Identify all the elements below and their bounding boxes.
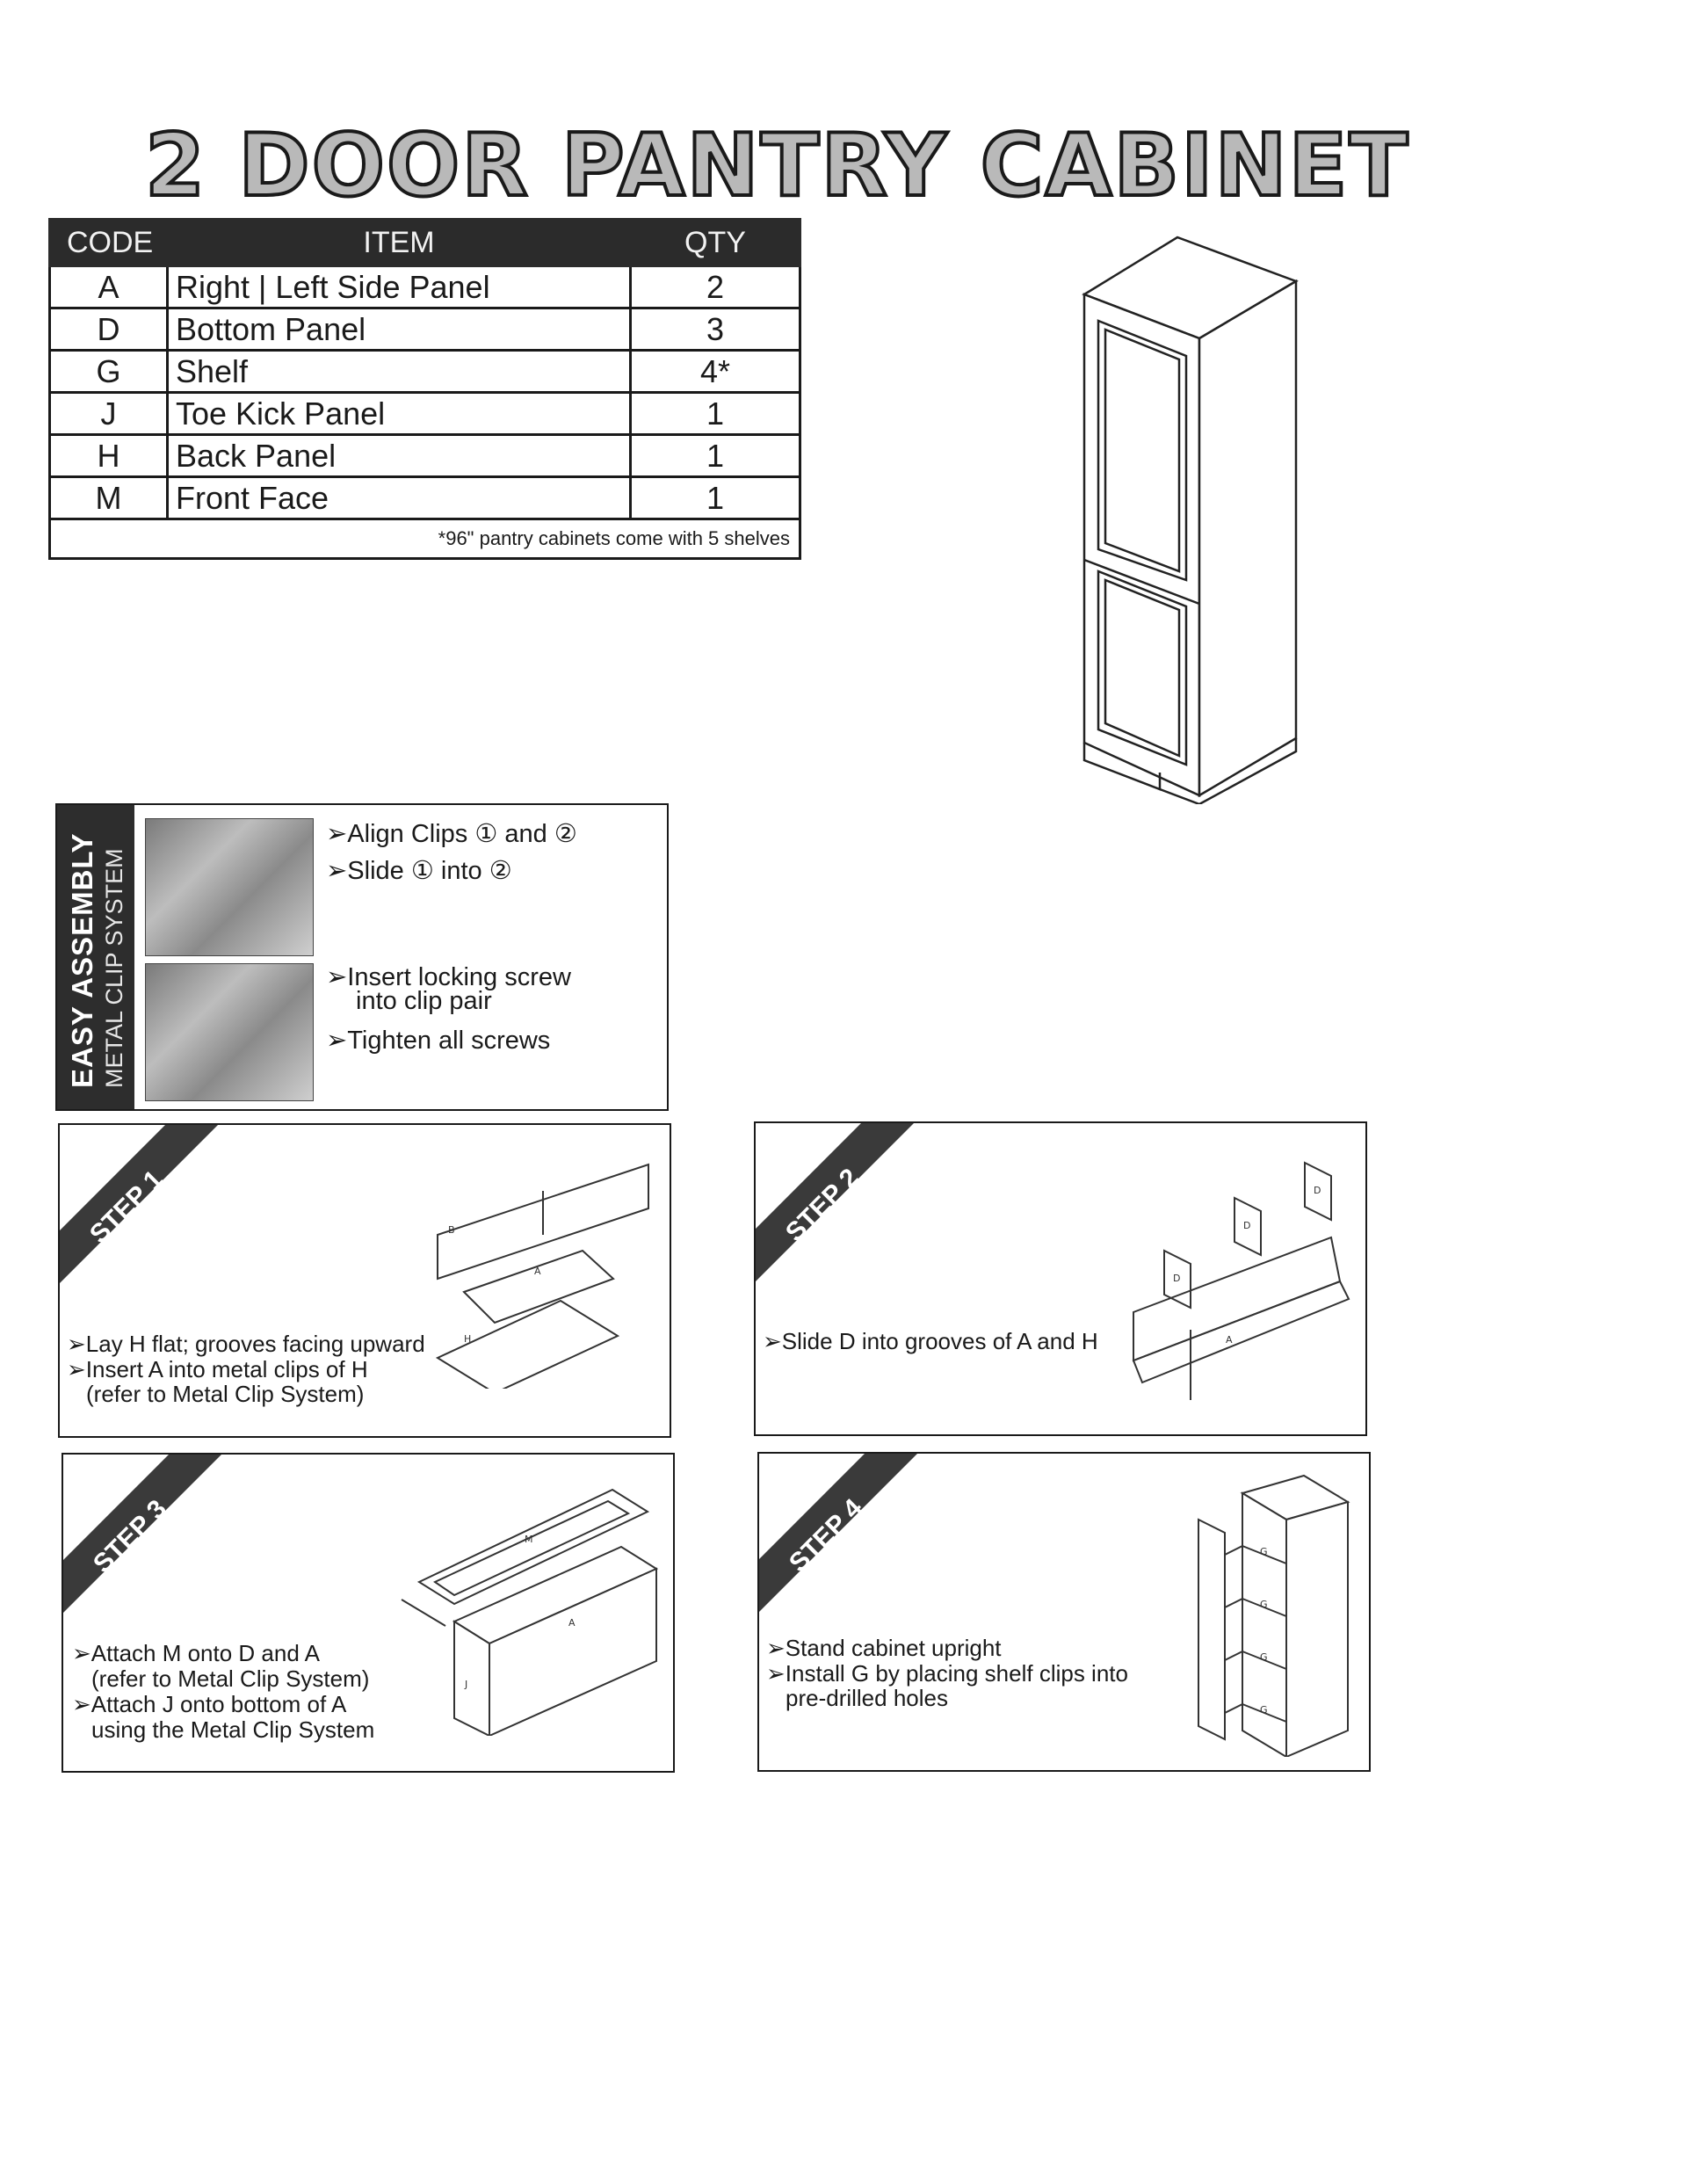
- parts-table: [48, 218, 801, 560]
- step-3-line-3: ➢Attach J onto bottom of A: [72, 1691, 347, 1717]
- part-qty: 1: [631, 393, 800, 435]
- svg-text:D: D: [1243, 1220, 1251, 1231]
- easy-assembly-title: EASY ASSEMBLY: [66, 832, 98, 1088]
- part-code: D: [50, 308, 168, 351]
- table-row: [50, 477, 800, 519]
- clip-photo-1: [145, 818, 314, 956]
- svg-text:G: G: [1260, 1599, 1268, 1610]
- part-qty: 1: [631, 477, 800, 519]
- svg-text:H: H: [464, 1333, 472, 1345]
- step-1-illustration: [429, 1147, 666, 1389]
- svg-text:A: A: [534, 1266, 541, 1277]
- table-note: *96" pantry cabinets come with 5 shelves: [50, 519, 800, 559]
- step-3-line-1: ➢Attach M onto D and A: [72, 1640, 320, 1666]
- part-qty: 1: [631, 435, 800, 477]
- step-1-line-1: ➢Lay H flat; grooves facing upward: [67, 1331, 425, 1357]
- svg-text:G: G: [1260, 1704, 1268, 1716]
- step-3-ribbon: [63, 1455, 239, 1630]
- table-row: [50, 308, 800, 351]
- step-4-line-3: pre-drilled holes: [786, 1685, 948, 1711]
- qty-header: QTY: [631, 220, 800, 266]
- svg-text:M: M: [525, 1534, 533, 1545]
- svg-text:J: J: [465, 1679, 468, 1690]
- page-title: 2 DOOR PANTRY CABINET: [145, 116, 1410, 216]
- part-code: G: [50, 351, 168, 393]
- step-4-line-1: ➢Stand cabinet upright: [766, 1635, 1002, 1661]
- step-3-label: STEP 3: [88, 1494, 173, 1579]
- step-4-panel: [757, 1452, 1371, 1772]
- svg-text:G: G: [1260, 1651, 1268, 1663]
- svg-text:G: G: [1260, 1546, 1268, 1557]
- table-header-row: [50, 220, 800, 266]
- table-row: [50, 393, 800, 435]
- step-2-label: STEP 2: [780, 1163, 865, 1248]
- part-qty: 4*: [631, 351, 800, 393]
- part-code: H: [50, 435, 168, 477]
- clip-photo-2: [145, 963, 314, 1101]
- step-3-illustration: [393, 1472, 665, 1736]
- code-header: CODE: [50, 220, 168, 266]
- easy-line-2: ➢Slide ① into ②: [326, 857, 512, 885]
- step-1-ribbon: [60, 1125, 235, 1301]
- easy-line-1: ➢Align Clips ① and ②: [326, 820, 577, 848]
- part-item: Shelf: [168, 351, 631, 393]
- easy-assembly-band: [57, 805, 134, 1109]
- svg-text:A: A: [1226, 1334, 1233, 1346]
- step-2-ribbon: [756, 1123, 931, 1299]
- part-qty: 2: [631, 266, 800, 308]
- step-4-label: STEP 4: [784, 1493, 869, 1578]
- step-3-line-2: (refer to Metal Clip System): [91, 1665, 370, 1692]
- easy-line-5: ➢Tighten all screws: [326, 1027, 551, 1055]
- table-note-row: [50, 519, 800, 559]
- table-row: [50, 351, 800, 393]
- step-1-label: STEP 1: [84, 1165, 170, 1250]
- easy-assembly-panel: [55, 803, 669, 1111]
- easy-line-4: into clip pair: [356, 987, 492, 1015]
- svg-text:D: D: [1173, 1273, 1181, 1284]
- step-1-line-2: ➢Insert A into metal clips of H: [67, 1356, 368, 1382]
- easy-line-3: ➢Insert locking screw: [326, 963, 571, 991]
- table-row: [50, 435, 800, 477]
- part-item: Back Panel: [168, 435, 631, 477]
- item-header: ITEM: [168, 220, 631, 266]
- easy-assembly-subtitle: METAL CLIP SYSTEM: [101, 848, 127, 1088]
- part-qty: 3: [631, 308, 800, 351]
- part-code: J: [50, 393, 168, 435]
- step-1-panel: [58, 1123, 671, 1438]
- svg-text:D: D: [1314, 1185, 1321, 1196]
- step-4-illustration: [1190, 1467, 1357, 1757]
- step-2-panel: [754, 1121, 1367, 1436]
- table-row: [50, 266, 800, 308]
- step-2-line-1: ➢Slide D into grooves of A and H: [763, 1328, 1098, 1354]
- step-4-line-2: ➢Install G by placing shelf clips into: [766, 1660, 1128, 1687]
- step-4-ribbon: [759, 1454, 935, 1629]
- part-item: Toe Kick Panel: [168, 393, 631, 435]
- part-item: Right | Left Side Panel: [168, 266, 631, 308]
- part-item: Front Face: [168, 477, 631, 519]
- part-item: Bottom Panel: [168, 308, 631, 351]
- pantry-cabinet-illustration: [1081, 233, 1309, 804]
- svg-text:A: A: [568, 1617, 576, 1629]
- part-code: M: [50, 477, 168, 519]
- step-2-illustration: [1120, 1154, 1362, 1426]
- step-3-panel: [62, 1453, 675, 1773]
- part-code: A: [50, 266, 168, 308]
- svg-text:B: B: [448, 1224, 455, 1236]
- step-1-line-3: (refer to Metal Clip System): [86, 1381, 365, 1407]
- step-3-line-4: using the Metal Clip System: [91, 1716, 375, 1743]
